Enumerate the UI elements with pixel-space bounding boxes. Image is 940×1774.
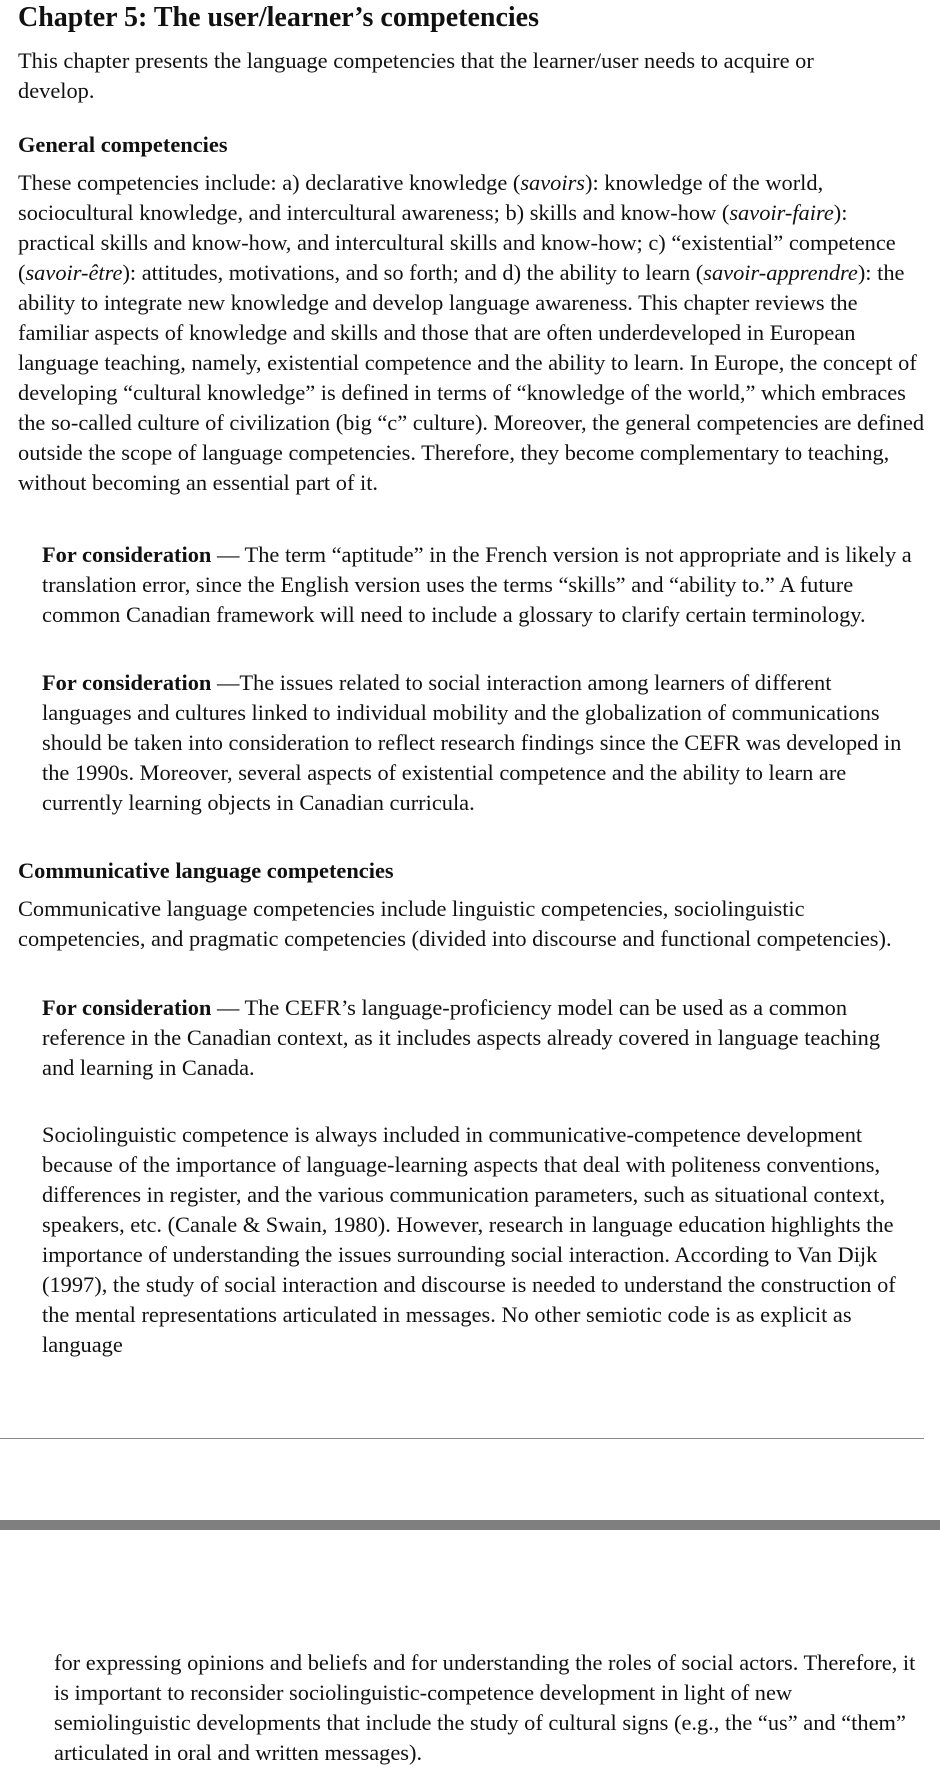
general-text-3: ): practical skills and know-how, and intercultural skills and know-how; c) “existential” competence ( (18, 200, 896, 285)
chapter-title: Chapter 5: The user/learner’s competencies (18, 2, 539, 33)
continuation-paragraph: for expressing opinions and beliefs and for understanding the roles of social actors. Therefore, it is important to reconsider sociolinguistic-competence development in light of new semiolinguistic developments that include the study of cultural signs (e.g., the “us” and “them” articulated in oral and written messages). (54, 1650, 916, 1765)
communicative-competencies-heading: Communicative language competencies (18, 858, 394, 883)
chapter-intro: This chapter presents the language competencies that the learner/user needs to acquire or develop. (18, 48, 814, 103)
general-text-5: ): the ability to integrate new knowledge and develop language awareness. This chapter reviews the familiar aspects of knowledge and skills and those that are often underdeveloped in European language teaching, namely, existential competence and the ability to learn. In Europe, the concept of developing “cultural knowledge” is defined in terms of “knowledge of the world,” which embraces the so-called culture of civilization (big “c” culture). Moreover, the general competencies are defined outside the scope of language competencies. Therefore, they become complementary to teaching, without becoming an essential part of it. (18, 260, 925, 495)
consideration-text: —The issues related to social interaction among learners of different languages and cultures linked to individual mobility and the globalization of communications should be taken into consideration to reflect research findings since the CEFR was developed in the 1990s. Moreover, several aspects of existential competence and the ability to learn are currently learning objects in Canadian curricula. (42, 670, 902, 815)
general-competencies-heading: General competencies (18, 132, 228, 157)
sociolinguistic-paragraph: Sociolinguistic competence is always included in communicative-competence development because of the importance of language-learning aspects that deal with politeness conventions, differences in register, and the various communication parameters, such as situational context, speakers, etc. (Canale & Swain, 1980). However, research in language education highlights the importance of understanding the issues surrounding social interaction. According to Van Dijk (1997), the study of social interaction and discourse is needed to understand the construction of the mental representations articulated in messages. No other semiotic code is as explicit as language (42, 1122, 896, 1357)
communicative-competencies-paragraph: Communicative language competencies include linguistic competencies, sociolinguistic competencies, and pragmatic competencies (divided into discourse and functional competencies). (18, 896, 892, 951)
footer-rule (0, 1438, 924, 1439)
communicative-consideration (42, 993, 914, 1083)
page-break-bar (0, 1520, 940, 1530)
general-text-2: ): knowledge of the world, sociocultural knowledge, and intercultural awareness; b) skills and know-how ( (18, 170, 824, 225)
general-term-savoir-faire: savoir-faire (729, 200, 834, 225)
consideration-label: For consideration (42, 995, 212, 1020)
consideration-label: For consideration (42, 542, 212, 567)
general-term-savoir-apprendre: savoir-apprendre (703, 260, 858, 285)
general-consideration-2 (42, 668, 914, 818)
general-term-savoirs: savoirs (520, 170, 586, 195)
general-consideration-1 (42, 540, 914, 630)
consideration-text: — The CEFR’s language-proficiency model can be used as a common reference in the Canadian context, as it includes aspects already covered in language teaching and learning in Canada. (42, 995, 881, 1080)
general-term-savoir-etre: savoir-être (25, 260, 123, 285)
general-competencies-paragraph (18, 168, 925, 498)
consideration-label: For consideration (42, 670, 212, 695)
general-text-1: These competencies include: a) declarative knowledge ( (18, 170, 521, 195)
consideration-text: — The term “aptitude” in the French version is not appropriate and is likely a translation error, since the English version uses the terms “skills” and “ability to.” A future common Canadian framework will need to include a glossary to clarify certain terminology. (42, 542, 912, 627)
general-text-4: ): attitudes, motivations, and so forth; and d) the ability to learn ( (122, 260, 704, 285)
